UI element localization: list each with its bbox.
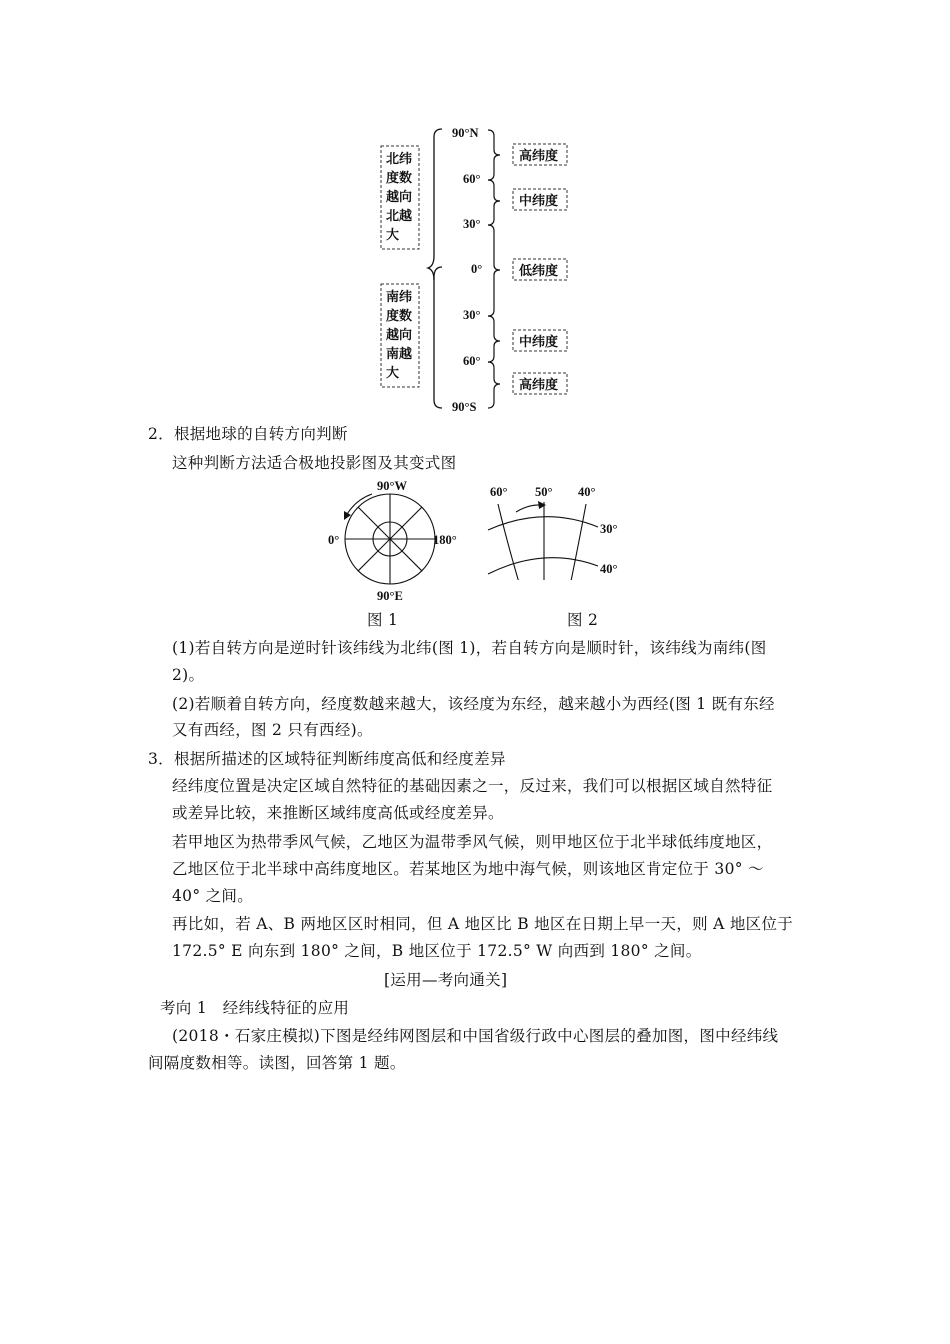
fig2-label-40: 40° <box>578 485 596 499</box>
question-intro-cont: 间隔度数相等。读图，回答第 1 题。 <box>148 1054 406 1072</box>
fig2-label-50: 50° <box>535 485 553 499</box>
fig1-label-left: 0° <box>328 533 340 547</box>
south-box-line: 越向 <box>386 328 413 343</box>
section-3-line: 172.5° E 向东到 180° 之间，B 地区位于 172.5° W 向西到 180° 之间。 <box>172 942 702 960</box>
lat-tick-label: 90°N <box>452 126 479 140</box>
fig1-label-top: 90°W <box>377 479 407 493</box>
paragraph-1: (1)若自转方向是逆时针该纬线为北纬(图 1)，若自转方向是顺时针，该纬线为南纬(图 <box>172 639 767 657</box>
zone-brace <box>488 180 500 225</box>
south-brace <box>434 267 442 408</box>
lat-tick-label: 60° <box>463 354 481 368</box>
figure-1-polar-projection <box>320 478 470 606</box>
fig1-label-right: 180° <box>433 533 457 547</box>
north-box-line: 北越 <box>386 209 413 224</box>
fig2-label-30: 30° <box>600 522 618 536</box>
section-3-heading: 3．根据所描述的区域特征判断纬度高低和经度差异 <box>148 750 506 768</box>
figure-2-graticule <box>486 480 636 580</box>
north-box-line: 大 <box>386 228 400 243</box>
north-box-line: 北纬 <box>386 152 413 167</box>
section-3-line: 再比如，若 A、B 两地区区时相同，但 A 地区比 B 地区在日期上早一天，则 A 地区位于 <box>172 915 794 933</box>
lat-tick-label: 0° <box>471 262 483 276</box>
lat-tick-label: 90°S <box>452 400 477 414</box>
section-3-line: 40° 之间。 <box>172 887 254 905</box>
fig2-label-40b: 40° <box>600 562 618 576</box>
fig1-label-bottom: 90°E <box>377 589 403 603</box>
south-box-line: 度数 <box>386 309 413 324</box>
zone-label-high: 高纬度 <box>519 378 559 393</box>
lat-tick-label: 60° <box>463 172 481 186</box>
zone-label-mid: 中纬度 <box>519 194 559 209</box>
question-intro: (2018・石家庄模拟)下图是经纬网图层和中国省级行政中心图层的叠加图，图中经纬线 <box>172 1027 779 1045</box>
zone-brace <box>488 225 500 316</box>
paragraph-2: (2)若顺着自转方向，经度数越来越大，该经度为东经，越来越小为西经(图 1 既有东经 <box>172 695 775 713</box>
zone-brace <box>488 316 500 362</box>
zone-label-low: 低纬度 <box>519 264 559 279</box>
section-3-line: 若甲地区为热带季风气候，乙地区为温带季风气候，则甲地区位于北半球低纬度地区， <box>172 833 773 851</box>
south-box-line: 南纬 <box>386 290 413 305</box>
section-2-intro: 这种判断方法适合极地投影图及其变式图 <box>172 454 457 472</box>
counterclockwise-arrow <box>346 494 372 516</box>
arrow-head <box>538 501 546 509</box>
zone-label-high: 高纬度 <box>519 149 559 164</box>
section-3-line: 乙地区位于北半球中高纬度地区。若某地区为地中海气候，则该地区肯定位于 30° ～ <box>172 860 764 878</box>
latitude-zone-diagram <box>370 120 580 420</box>
north-box-line: 越向 <box>386 190 413 205</box>
section-3-line: 经纬度位置是决定区域自然特征的基础因素之一，反过来，我们可以根据区域自然特征 <box>172 777 773 795</box>
fig2-label-60: 60° <box>490 485 508 499</box>
section-2-heading: 2．根据地球的自转方向判断 <box>148 425 348 443</box>
section-3-line: 或差异比较，来推断区域纬度高低或经度差异。 <box>172 804 504 822</box>
paragraph-1-cont: 2)。 <box>172 666 205 684</box>
figure-2-caption: 图 2 <box>567 611 599 629</box>
practice-title: [运用—考向通关] <box>384 971 508 989</box>
clockwise-arrow <box>516 505 542 512</box>
zone-brace <box>488 362 500 408</box>
zone-brace <box>488 130 500 180</box>
figure-1-caption: 图 1 <box>367 611 399 629</box>
south-box-line: 大 <box>386 366 400 381</box>
practice-direction: 考向 1 经纬线特征的应用 <box>160 999 350 1017</box>
lat-tick-label: 30° <box>463 308 481 322</box>
zone-label-mid: 中纬度 <box>519 335 559 350</box>
north-box-line: 度数 <box>386 171 413 186</box>
lat-tick-label: 30° <box>463 217 481 231</box>
paragraph-2-cont: 又有西经，图 2 只有西经)。 <box>172 721 373 739</box>
north-brace <box>428 129 442 280</box>
south-box-line: 南越 <box>386 347 413 362</box>
